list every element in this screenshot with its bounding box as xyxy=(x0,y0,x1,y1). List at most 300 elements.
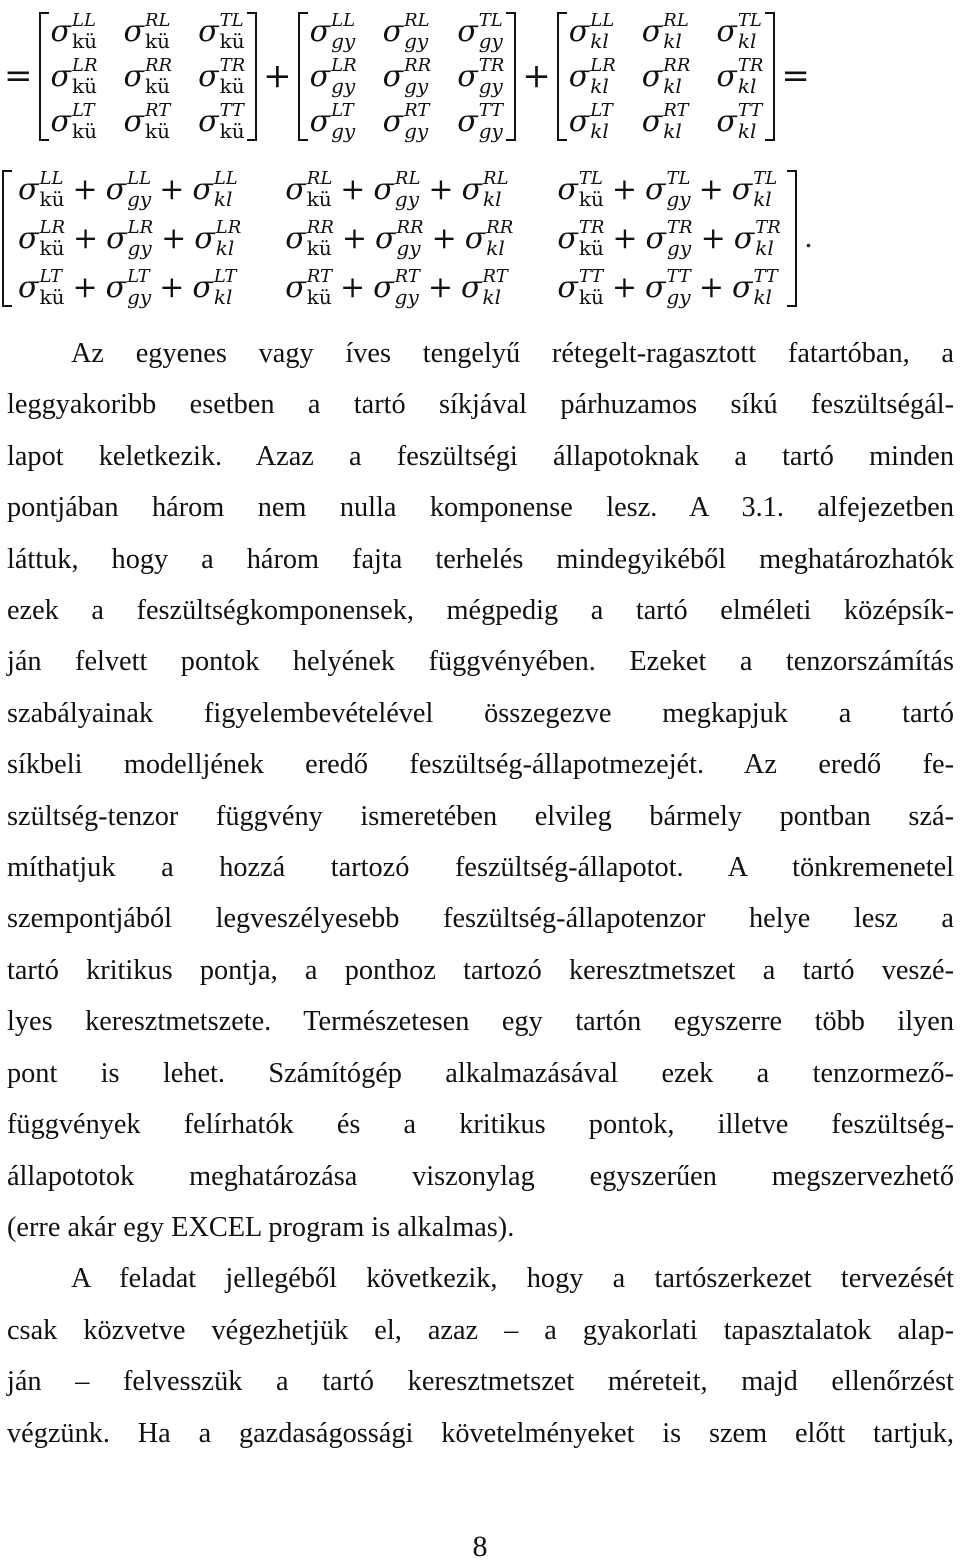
subscript: gy xyxy=(394,284,419,309)
left-bracket xyxy=(2,170,12,307)
sigma-term xyxy=(123,54,173,98)
plus-sign: + xyxy=(340,171,366,207)
subscript: kü xyxy=(144,73,170,98)
subscript: kl xyxy=(482,284,502,309)
sigma-symbol: σ xyxy=(50,13,71,49)
sigma-term xyxy=(461,167,509,211)
sigma-indices xyxy=(578,216,605,260)
sigma-term xyxy=(568,9,615,53)
sum-matrix-cell xyxy=(557,216,781,260)
sigma-symbol: σ xyxy=(382,103,404,139)
subscript: kl xyxy=(590,28,609,53)
sigma-indices xyxy=(71,54,98,98)
superscript: LT xyxy=(71,99,95,121)
sigma-symbol: σ xyxy=(285,269,306,305)
superscript: LT xyxy=(331,99,354,121)
sum-matrix-cell xyxy=(285,167,513,211)
sigma-term xyxy=(198,9,245,53)
subscript: gy xyxy=(667,235,692,260)
sigma-term xyxy=(373,167,421,211)
sum-matrix-cell xyxy=(285,265,513,309)
matrix-cell xyxy=(457,99,504,143)
sigma-indices xyxy=(753,265,778,309)
superscript: RR xyxy=(663,54,691,76)
matrix-cell xyxy=(123,9,173,53)
subscript: kü xyxy=(306,186,332,211)
superscript: TL xyxy=(478,9,503,31)
sigma-term xyxy=(644,167,691,211)
right-bracket xyxy=(247,12,257,141)
sigma-term xyxy=(198,54,246,98)
sigma-indices xyxy=(578,265,604,309)
sigma-symbol: σ xyxy=(716,58,737,94)
sigma-symbol: σ xyxy=(198,13,219,49)
sigma-indices xyxy=(755,216,781,260)
sigma-symbol: σ xyxy=(285,171,306,207)
sigma-symbol: σ xyxy=(641,13,663,49)
subscript: kü xyxy=(71,28,97,53)
plus-sign: + xyxy=(611,171,637,207)
sigma-term xyxy=(375,216,424,260)
superscript: TT xyxy=(578,265,604,287)
superscript: RT xyxy=(394,265,420,287)
matrix-cell xyxy=(198,54,246,98)
sigma-indices xyxy=(71,99,97,143)
sigma-indices xyxy=(39,167,65,211)
body-text xyxy=(7,328,954,1459)
sigma-term xyxy=(50,99,97,143)
sigma-symbol: σ xyxy=(716,103,737,139)
sigma-symbol: σ xyxy=(716,13,737,49)
subscript: kl xyxy=(753,284,772,309)
plus-sign: + xyxy=(700,220,726,256)
superscript: LL xyxy=(127,167,152,189)
sigma-indices xyxy=(666,167,691,211)
sigma-symbol: σ xyxy=(731,269,753,305)
superscript: TR xyxy=(219,54,246,76)
sigma-symbol: σ xyxy=(123,58,144,94)
subscript: kü xyxy=(578,186,604,211)
matrix-cell xyxy=(716,9,763,53)
sigma-indices xyxy=(667,216,693,260)
matrix-cell xyxy=(309,54,357,98)
subscript: gy xyxy=(666,186,691,211)
superscript: RR xyxy=(144,54,173,76)
subscript: kl xyxy=(737,73,757,98)
sum-matrix xyxy=(0,167,799,309)
left-bracket xyxy=(557,12,567,141)
left-bracket xyxy=(298,12,308,141)
sigma-term xyxy=(382,9,430,53)
sigma-term xyxy=(557,265,604,309)
sigma-indices xyxy=(219,99,245,143)
text-line: végzünk. Ha a gazdaságossági követelményeket is szem előtt tartjuk, xyxy=(7,1417,954,1449)
sigma-symbol: σ xyxy=(568,58,590,94)
matrix-ku xyxy=(37,9,260,143)
superscript: TT xyxy=(219,99,244,121)
matrix-cell xyxy=(457,54,505,98)
sigma-symbol: σ xyxy=(457,13,478,49)
matrix-cell xyxy=(568,9,616,53)
text-line: állapototok meghatározása viszonylag egyszerűen megszervezhető xyxy=(7,1160,954,1192)
sigma-indices xyxy=(127,167,152,211)
subscript: gy xyxy=(394,186,420,211)
subscript: kü xyxy=(219,73,245,98)
sigma-term xyxy=(123,9,171,53)
subscript: gy xyxy=(404,28,429,53)
text-line: pont is lehet. Számítógép alkalmazásával ezek a tenzormező- xyxy=(7,1057,954,1089)
subscript: kü xyxy=(39,284,65,309)
plus-sign: + xyxy=(72,171,98,207)
matrix-cell xyxy=(309,9,357,53)
sum-matrix-cell xyxy=(18,167,241,211)
superscript: TT xyxy=(753,265,778,287)
superscript: TL xyxy=(666,167,691,189)
subscript: gy xyxy=(331,118,356,143)
sigma-term xyxy=(568,99,613,143)
sigma-indices xyxy=(127,265,152,309)
sigma-symbol: σ xyxy=(733,220,755,256)
superscript: LT xyxy=(39,265,62,287)
sigma-term xyxy=(309,9,356,53)
superscript: RR xyxy=(396,216,424,238)
sigma-symbol: σ xyxy=(309,103,331,139)
matrix-cell xyxy=(198,99,245,143)
sigma-term xyxy=(194,216,242,260)
sigma-symbol: σ xyxy=(192,171,213,207)
equals-sign: = xyxy=(781,56,810,96)
sigma-term xyxy=(457,9,503,53)
matrix-cell xyxy=(641,9,691,53)
matrix-cell xyxy=(716,99,763,143)
sigma-symbol: σ xyxy=(568,13,590,49)
superscript: RL xyxy=(144,9,171,31)
sigma-term xyxy=(464,216,514,260)
matrix-kl xyxy=(555,9,778,143)
sigma-term xyxy=(373,265,420,309)
sigma-symbol: σ xyxy=(198,58,219,94)
subscript: gy xyxy=(127,284,152,309)
sigma-symbol: σ xyxy=(18,220,39,256)
sigma-symbol: σ xyxy=(309,13,331,49)
sum-matrix-cell xyxy=(18,216,242,260)
matrix-cell xyxy=(382,54,432,98)
sigma-symbol: σ xyxy=(461,269,482,305)
superscript: RT xyxy=(482,265,508,287)
period: . xyxy=(804,221,813,254)
subscript: gy xyxy=(478,118,503,143)
sigma-term xyxy=(641,54,691,98)
sigma-indices xyxy=(404,99,430,143)
sigma-term xyxy=(105,265,152,309)
subscript: kü xyxy=(219,28,245,53)
subscript: kü xyxy=(144,28,170,53)
sigma-indices xyxy=(663,9,689,53)
subscript: kl xyxy=(213,186,233,211)
sigma-symbol: σ xyxy=(457,58,478,94)
superscript: LR xyxy=(71,54,98,76)
sigma-symbol: σ xyxy=(382,13,404,49)
matrix-cell xyxy=(382,99,432,143)
matrix-cell xyxy=(568,99,616,143)
subscript: kl xyxy=(663,118,682,143)
sigma-term xyxy=(557,167,604,211)
superscript: RR xyxy=(486,216,514,238)
superscript: LR xyxy=(331,54,357,76)
subscript: gy xyxy=(404,118,429,143)
matrix-cell xyxy=(50,99,98,143)
subscript: kü xyxy=(578,284,604,309)
subscript: gy xyxy=(127,235,152,260)
text-line: míthatjuk a hozzá tartozó feszültség-állapotot. A tönkremenetel xyxy=(7,852,954,884)
subscript: kl xyxy=(486,235,505,260)
sigma-indices xyxy=(590,9,615,53)
sigma-symbol: σ xyxy=(194,220,215,256)
text-line: ján felvett pontok helyének függvényében. Ezeket a tenzorszámítás xyxy=(7,646,954,678)
plus-sign: + xyxy=(522,56,551,96)
plus-sign: + xyxy=(431,220,457,256)
sigma-term xyxy=(198,99,245,143)
sigma-indices xyxy=(331,9,356,53)
superscript: TL xyxy=(753,167,778,189)
sigma-term xyxy=(457,54,505,98)
subscript: kl xyxy=(663,73,682,98)
sigma-symbol: σ xyxy=(731,171,753,207)
sigma-indices xyxy=(331,54,357,98)
superscript: LT xyxy=(127,265,150,287)
sigma-indices xyxy=(737,54,764,98)
sigma-term xyxy=(285,167,333,211)
superscript: RL xyxy=(663,9,689,31)
superscript: TL xyxy=(737,9,762,31)
sigma-symbol: σ xyxy=(18,269,39,305)
sigma-term xyxy=(382,99,430,143)
superscript: LR xyxy=(39,216,65,238)
sigma-symbol: σ xyxy=(198,103,219,139)
sigma-term xyxy=(641,9,689,53)
sigma-indices xyxy=(404,54,432,98)
right-bracket xyxy=(506,12,516,141)
superscript: TR xyxy=(667,216,693,238)
subscript: kü xyxy=(71,118,97,143)
sigma-indices xyxy=(478,54,505,98)
sigma-indices xyxy=(396,216,424,260)
superscript: RT xyxy=(306,265,333,287)
subscript: kü xyxy=(71,73,97,98)
sigma-symbol: σ xyxy=(641,58,663,94)
sigma-indices xyxy=(578,167,604,211)
sigma-indices xyxy=(478,9,503,53)
sigma-indices xyxy=(219,9,245,53)
sigma-symbol: σ xyxy=(18,171,39,207)
sigma-term xyxy=(285,216,334,260)
sigma-term xyxy=(716,54,764,98)
sigma-term xyxy=(731,265,778,309)
superscript: LL xyxy=(213,167,238,189)
page-number: 8 xyxy=(472,1530,488,1563)
superscript: TR xyxy=(737,54,764,76)
subscript: kü xyxy=(306,284,332,309)
sigma-term xyxy=(192,265,237,309)
text-line: leggyakoribb esetben a tartó síkjával párhuzamos síkú feszültségál- xyxy=(7,389,954,421)
superscript: RL xyxy=(483,167,509,189)
sigma-term xyxy=(50,9,97,53)
sigma-symbol: σ xyxy=(373,269,394,305)
sigma-indices xyxy=(737,9,762,53)
sigma-symbol: σ xyxy=(375,220,396,256)
sigma-term xyxy=(716,9,762,53)
sigma-term xyxy=(645,216,693,260)
plus-sign: + xyxy=(698,269,724,305)
text-line: A feladat jellegéből következik, hogy a tartószerkezet tervezését xyxy=(71,1263,954,1295)
plus-sign: + xyxy=(263,56,292,96)
sigma-indices xyxy=(666,265,691,309)
superscript: RR xyxy=(404,54,432,76)
plus-sign: + xyxy=(428,171,454,207)
sigma-indices xyxy=(478,99,504,143)
subscript: kl xyxy=(590,73,609,98)
plus-sign: + xyxy=(612,220,638,256)
text-line: lapot keletkezik. Azaz a feszültségi állapotoknak a tartó minden xyxy=(7,440,954,472)
sigma-term xyxy=(18,265,65,309)
superscript: RT xyxy=(144,99,171,121)
sigma-term xyxy=(106,216,154,260)
plus-sign: + xyxy=(341,220,368,256)
plus-sign: + xyxy=(73,220,99,256)
matrix-cell xyxy=(457,9,504,53)
sigma-indices xyxy=(394,265,420,309)
superscript: LL xyxy=(39,167,64,189)
sigma-term xyxy=(731,167,778,211)
sigma-term xyxy=(50,54,98,98)
text-line: szempontjából legveszélyesebb feszültség-állapotenzor helye lesz a xyxy=(7,903,954,935)
matrix-cell xyxy=(123,99,173,143)
text-line: pontjában három nem nulla komponense lesz. A 3.1. alfejezetben xyxy=(7,492,954,524)
subscript: gy xyxy=(396,235,421,260)
superscript: RL xyxy=(394,167,421,189)
matrix-cell xyxy=(641,99,691,143)
subscript: kü xyxy=(39,186,65,211)
sigma-symbol: σ xyxy=(373,171,394,207)
sigma-term xyxy=(641,99,689,143)
sigma-indices xyxy=(306,265,333,309)
sigma-symbol: σ xyxy=(105,269,127,305)
sigma-indices xyxy=(483,167,509,211)
text-line: ezek a feszültségkomponensek, mégpedig a tartó elméleti középsík- xyxy=(7,595,954,627)
superscript: RR xyxy=(306,216,334,238)
sum-matrix-cell xyxy=(557,167,780,211)
plus-sign: + xyxy=(159,269,185,305)
sigma-indices xyxy=(215,216,242,260)
sigma-indices xyxy=(71,9,97,53)
sigma-symbol: σ xyxy=(645,220,667,256)
subscript: kü xyxy=(219,118,245,143)
equation-line-2 xyxy=(0,158,812,318)
sigma-indices xyxy=(663,54,691,98)
subscript: kü xyxy=(578,235,604,260)
sigma-term xyxy=(557,216,605,260)
sigma-term xyxy=(309,99,356,143)
subscript: kl xyxy=(215,235,235,260)
left-bracket xyxy=(39,12,49,141)
plus-sign: + xyxy=(427,269,454,305)
matrix-cell xyxy=(309,99,357,143)
text-line: (erre akár egy EXCEL program is alkalmas). xyxy=(7,1211,515,1243)
sigma-symbol: σ xyxy=(309,58,331,94)
sigma-indices xyxy=(306,216,334,260)
sigma-indices xyxy=(590,54,616,98)
superscript: RT xyxy=(404,99,430,121)
text-line: láttuk, hogy a három fajta terhelés mindegyikéből meghatározhatók xyxy=(7,543,954,575)
text-line: függvények felírhatók és a kritikus pontok, illetve feszültség- xyxy=(7,1109,954,1141)
matrix-cell xyxy=(716,54,764,98)
subscript: gy xyxy=(478,73,503,98)
matrix-cell xyxy=(382,9,432,53)
sigma-term xyxy=(123,99,171,143)
text-line: Az egyenes vagy íves tengelyű rétegelt-ragasztott fatartóban, a xyxy=(71,338,954,369)
sigma-indices xyxy=(404,9,430,53)
subscript: kl xyxy=(755,235,774,260)
sigma-indices xyxy=(753,167,778,211)
sigma-term xyxy=(18,167,65,211)
subscript: kl xyxy=(213,284,233,309)
sigma-term xyxy=(382,54,432,98)
sigma-symbol: σ xyxy=(568,103,590,139)
sigma-indices xyxy=(482,265,508,309)
sigma-indices xyxy=(737,99,763,143)
superscript: LT xyxy=(590,99,613,121)
matrix-cell xyxy=(568,54,616,98)
sigma-indices xyxy=(590,99,613,143)
superscript: LL xyxy=(71,9,96,31)
superscript: LR xyxy=(590,54,616,76)
subscript: kl xyxy=(737,28,757,53)
superscript: TR xyxy=(755,216,781,238)
matrix-cell xyxy=(50,9,98,53)
sum-matrix-cell xyxy=(18,265,241,309)
matrix-cell xyxy=(50,54,98,98)
sigma-indices xyxy=(394,167,421,211)
sigma-symbol: σ xyxy=(557,220,578,256)
superscript: RL xyxy=(404,9,430,31)
subscript: kl xyxy=(483,186,502,211)
sigma-symbol: σ xyxy=(123,103,144,139)
matrix-cell xyxy=(641,54,691,98)
sigma-symbol: σ xyxy=(644,171,666,207)
equation-line-1 xyxy=(0,0,814,152)
superscript: RL xyxy=(306,167,333,189)
sigma-symbol: σ xyxy=(285,220,306,256)
right-bracket xyxy=(787,170,797,307)
sigma-symbol: σ xyxy=(123,13,144,49)
sigma-indices xyxy=(39,216,65,260)
sigma-indices xyxy=(663,99,689,143)
superscript: RT xyxy=(663,99,689,121)
superscript: TR xyxy=(478,54,505,76)
subscript: kü xyxy=(144,118,170,143)
sigma-symbol: σ xyxy=(641,103,663,139)
plus-sign: + xyxy=(698,171,724,207)
right-bracket xyxy=(765,12,775,141)
superscript: LR xyxy=(127,216,154,238)
subscript: gy xyxy=(331,73,356,98)
sigma-indices xyxy=(213,167,238,211)
sigma-term xyxy=(716,99,763,143)
text-line: csak közvetve végezhetjük el, azaz – a gyakorlati tapasztalatok alap- xyxy=(7,1314,954,1346)
text-line: ján – felvesszük a tartó keresztmetszet méreteit, majd ellenőrzést xyxy=(7,1366,954,1398)
sigma-symbol: σ xyxy=(105,171,127,207)
matrix-cell xyxy=(198,9,245,53)
